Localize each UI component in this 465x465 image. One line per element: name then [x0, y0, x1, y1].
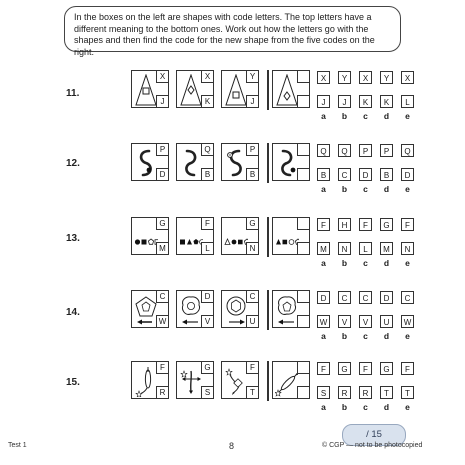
question-number: 14. — [66, 307, 80, 318]
code-bottom: J — [246, 95, 258, 107]
option-c-bottom: V — [359, 315, 372, 328]
option-b-label[interactable]: b — [341, 111, 348, 121]
option-a-bottom: S — [317, 386, 330, 399]
option-e-bottom: N — [401, 242, 414, 255]
option-c-top: X — [359, 71, 372, 84]
option-a-top: F — [317, 362, 330, 375]
option-a-label[interactable]: a — [321, 258, 326, 268]
option-b-label[interactable]: b — [341, 258, 348, 268]
option-a-bottom: J — [317, 95, 330, 108]
code-top: Q — [201, 144, 213, 156]
code-bottom: B — [246, 168, 258, 180]
code-bottom: B — [201, 168, 213, 180]
option-a-bottom: M — [317, 242, 330, 255]
option-a-top: X — [317, 71, 330, 84]
s-curve-circle-icon — [224, 147, 248, 179]
option-d-top: G — [380, 218, 393, 231]
example-box — [176, 70, 214, 108]
option-c-top: F — [359, 218, 372, 231]
pentagon-arrow-icon — [134, 294, 158, 326]
option-c-label[interactable]: c — [363, 331, 368, 341]
test-shape-box — [272, 70, 310, 108]
code-bottom: S — [201, 386, 213, 398]
option-a-label[interactable]: a — [321, 331, 326, 341]
s-curve-icon — [179, 147, 203, 179]
test-shape-box — [272, 361, 310, 399]
example-box — [221, 217, 259, 255]
option-a-top: Q — [317, 144, 330, 157]
example-box — [131, 361, 169, 399]
triangle-square-icon — [224, 74, 248, 106]
shape-row-icon — [134, 221, 158, 253]
code-bottom: L — [201, 242, 213, 254]
example-box — [176, 290, 214, 328]
triangle-diamond-icon — [179, 74, 203, 106]
example-box — [221, 70, 259, 108]
triangle-square-icon — [134, 74, 158, 106]
code-bottom: R — [156, 386, 168, 398]
code-bottom: V — [201, 315, 213, 327]
example-box — [131, 290, 169, 328]
option-b-label[interactable]: b — [341, 402, 348, 412]
divider — [267, 361, 269, 401]
option-e-label[interactable]: e — [405, 331, 410, 341]
test-shape-box — [272, 290, 310, 328]
example-box — [221, 361, 259, 399]
option-d-top: Y — [380, 71, 393, 84]
option-c-label[interactable]: c — [363, 258, 368, 268]
option-a-top: D — [317, 291, 330, 304]
option-a-label[interactable]: a — [321, 402, 326, 412]
option-d-top: P — [380, 144, 393, 157]
option-d-label[interactable]: d — [383, 184, 390, 194]
option-b-bottom: J — [338, 95, 351, 108]
option-a-label[interactable]: a — [321, 184, 326, 194]
question-number: 11. — [66, 88, 80, 99]
code-bottom: J — [156, 95, 168, 107]
code-bottom — [297, 315, 309, 327]
test-shape-box — [272, 143, 310, 181]
option-d-bottom: B — [380, 168, 393, 181]
code-top: D — [201, 291, 213, 303]
code-top: G — [156, 218, 168, 230]
code-bottom: K — [201, 95, 213, 107]
example-box — [131, 70, 169, 108]
shape-row-icon — [275, 221, 299, 253]
option-d-top: D — [380, 291, 393, 304]
option-b-top: G — [338, 362, 351, 375]
code-bottom — [297, 242, 309, 254]
star-arrows-icon — [179, 365, 203, 397]
example-box — [131, 143, 169, 181]
option-d-bottom: U — [380, 315, 393, 328]
example-box — [221, 290, 259, 328]
code-top — [297, 144, 309, 156]
option-c-top: P — [359, 144, 372, 157]
star-ellipse-icon — [134, 365, 158, 397]
code-bottom — [297, 386, 309, 398]
code-bottom: W — [156, 315, 168, 327]
option-c-label[interactable]: c — [363, 402, 368, 412]
star-square-icon — [224, 365, 248, 397]
option-e-bottom: T — [401, 386, 414, 399]
question-number: 12. — [66, 158, 80, 169]
option-e-top: X — [401, 71, 414, 84]
code-top: P — [246, 144, 258, 156]
option-c-bottom: K — [359, 95, 372, 108]
option-e-top: Q — [401, 144, 414, 157]
option-b-label[interactable]: b — [341, 331, 348, 341]
code-bottom — [297, 168, 309, 180]
code-top: P — [156, 144, 168, 156]
divider — [267, 143, 269, 183]
option-a-label[interactable]: a — [321, 111, 326, 121]
option-b-top: C — [338, 291, 351, 304]
score-box: / 15 — [342, 424, 406, 446]
option-b-top: Q — [338, 144, 351, 157]
example-box — [221, 143, 259, 181]
option-d-top: G — [380, 362, 393, 375]
code-bottom: U — [246, 315, 258, 327]
footer-copyright: © CGP — not to be photocopied — [322, 442, 423, 449]
code-top — [297, 218, 309, 230]
option-e-bottom: D — [401, 168, 414, 181]
example-box — [176, 361, 214, 399]
option-c-label[interactable]: c — [363, 184, 368, 194]
option-d-bottom: K — [380, 95, 393, 108]
option-c-label[interactable]: c — [363, 111, 368, 121]
divider — [267, 290, 269, 330]
code-top: X — [201, 71, 213, 83]
option-e-label[interactable]: e — [405, 111, 410, 121]
code-top: G — [201, 362, 213, 374]
option-d-label[interactable]: d — [383, 402, 390, 412]
option-d-bottom: M — [380, 242, 393, 255]
option-a-bottom: W — [317, 315, 330, 328]
code-top: F — [156, 362, 168, 374]
code-bottom: T — [246, 386, 258, 398]
code-top — [297, 362, 309, 374]
option-b-top: H — [338, 218, 351, 231]
option-a-top: F — [317, 218, 330, 231]
s-curve-dot-icon — [275, 147, 299, 179]
option-e-label[interactable]: e — [405, 258, 410, 268]
example-box — [176, 217, 214, 255]
code-bottom: N — [246, 242, 258, 254]
option-b-bottom: N — [338, 242, 351, 255]
instructions-box: In the boxes on the left are shapes with code letters. The top letters have a different meaning to the bottom ones. Work out how the letters go with the shapes and then find the code for the new shape from the five codes on the right. — [64, 6, 401, 52]
option-c-top: C — [359, 291, 372, 304]
option-c-bottom: D — [359, 168, 372, 181]
option-b-bottom: V — [338, 315, 351, 328]
code-top: F — [246, 362, 258, 374]
option-e-top: F — [401, 362, 414, 375]
page-number: 8 — [229, 441, 235, 451]
question-number: 15. — [66, 377, 80, 388]
divider — [267, 70, 269, 110]
option-c-bottom: L — [359, 242, 372, 255]
code-bottom: D — [156, 168, 168, 180]
option-b-bottom: C — [338, 168, 351, 181]
example-box — [176, 143, 214, 181]
code-top — [297, 291, 309, 303]
shape-row-icon — [224, 221, 248, 253]
example-box — [131, 217, 169, 255]
option-e-label[interactable]: e — [405, 184, 410, 194]
question-number: 13. — [66, 233, 80, 244]
code-bottom: M — [156, 242, 168, 254]
option-e-bottom: L — [401, 95, 414, 108]
code-top: C — [246, 291, 258, 303]
code-bottom — [297, 95, 309, 107]
option-b-bottom: R — [338, 386, 351, 399]
test-shape-box — [272, 217, 310, 255]
triangle-diamond-icon — [275, 74, 299, 106]
option-e-bottom: W — [401, 315, 414, 328]
s-curve-dot-icon — [134, 147, 158, 179]
footer-test-label: Test 1 — [8, 442, 27, 449]
divider — [267, 217, 269, 257]
code-top: C — [156, 291, 168, 303]
code-top — [297, 71, 309, 83]
code-top: F — [201, 218, 213, 230]
code-top: G — [246, 218, 258, 230]
blob-arrow-icon — [275, 294, 299, 326]
option-d-label[interactable]: d — [383, 331, 390, 341]
option-a-bottom: B — [317, 168, 330, 181]
blob-arrow-icon — [179, 294, 203, 326]
option-b-label[interactable]: b — [341, 184, 348, 194]
circle-arrow-icon — [224, 294, 248, 326]
option-e-top: C — [401, 291, 414, 304]
code-top: Y — [246, 71, 258, 83]
option-c-top: F — [359, 362, 372, 375]
option-d-bottom: T — [380, 386, 393, 399]
code-top: X — [156, 71, 168, 83]
option-d-label[interactable]: d — [383, 258, 390, 268]
option-e-top: F — [401, 218, 414, 231]
option-b-top: Y — [338, 71, 351, 84]
option-d-label[interactable]: d — [383, 111, 390, 121]
option-c-bottom: R — [359, 386, 372, 399]
shape-row-icon — [179, 221, 203, 253]
star-ellipse-icon — [275, 365, 299, 397]
option-e-label[interactable]: e — [405, 402, 410, 412]
